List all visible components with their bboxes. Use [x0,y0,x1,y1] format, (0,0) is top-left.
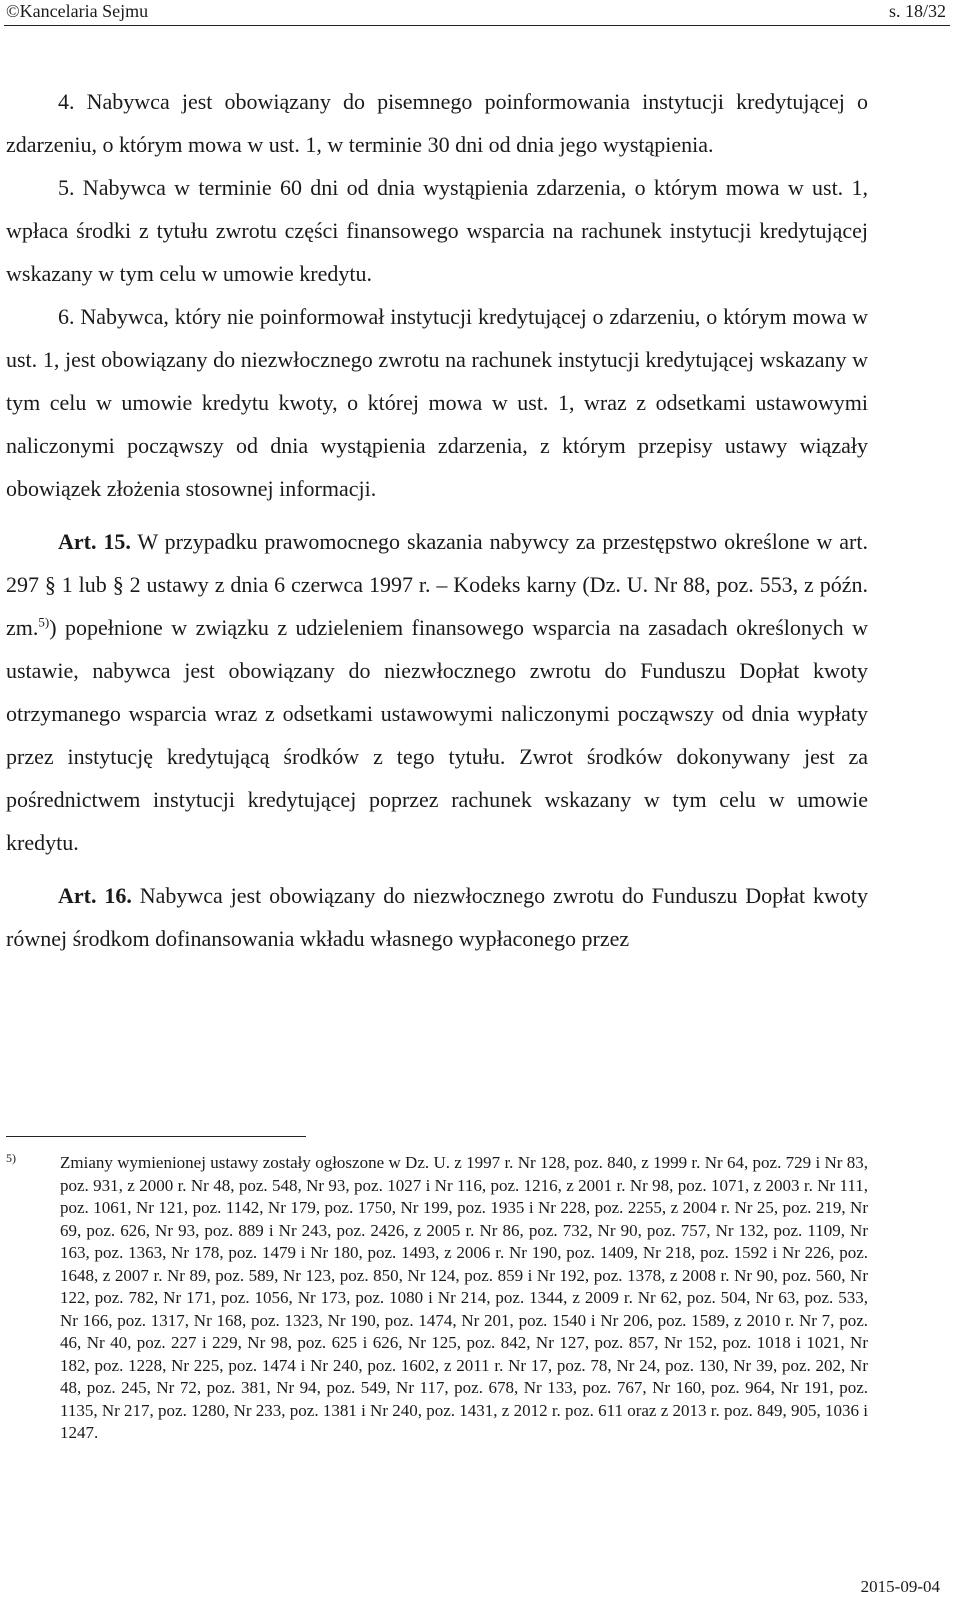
header-divider [4,25,950,26]
article-16 [6,874,868,960]
footnote [6,1152,868,1445]
article-16-label: Art. 16. [58,883,132,908]
header-publisher: ©Kancelaria Sejmu [6,1,149,21]
article-15-text-a: W przypadku prawomocnego skazania nabywcy za przestępstwo określone w art. 297 § 1 lub § 2 ustawy z dnia 6 czerwca 1997 r. – Kodeks karny (Dz. U. Nr 88, poz. 553, z późn. zm. [6,529,868,640]
article-15-label: Art. 15. [58,529,131,554]
article-15-text-b: ) popełnione w związku z udzieleniem finansowego wsparcia na zasadach określonych w ustawie, nabywca jest obowiązany do niezwłocznego zwrotu do Funduszu Dopłat kwoty otrzymanego wsparcia wraz z odsetkami ustawowymi naliczonymi począwszy od dnia wypłaty przez instytucję kredytującą środków z tego tytułu. Zwrot środków dokonywany jest za pośrednictwem instytucji kredytującej poprzez rachunek wskazany w tym celu w umowie kredytu. [6,615,868,855]
footnote-body: Zmiany wymienionej ustawy zostały ogłoszone w Dz. U. z 1997 r. Nr 128, poz. 840, z 1999 r. Nr 64, poz. 729 i Nr 83, poz. 931, z 2000 r. Nr 48, poz. 548, Nr 93, poz. 1027 i Nr 116, poz. 1216, z 2001 r. Nr 98, poz. 1071, z 2003 r. Nr 111, poz. 1061, Nr 121, poz. 1142, Nr 179, poz. 1750, Nr 199, poz. 1935 i Nr 228, poz. 2255, z 2004 r. Nr 25, poz. 219, Nr 69, poz. 626, Nr 93, poz. 889 i Nr 243, poz. 2426, z 2005 r. Nr 86, poz. 732, Nr 90, poz. 757, Nr 132, poz. 1109, Nr 163, poz. 1363, Nr 178, poz. 1479 i Nr 180, poz. 1493, z 2006 r. Nr 190, poz. 1409, Nr 218, poz. 1592 i Nr 226, poz. 1648, z 2007 r. Nr 89, poz. 589, Nr 123, poz. 850, Nr 124, poz. 859 i Nr 192, poz. 1378, z 2008 r. Nr 90, poz. 560, Nr 122, poz. 782, Nr 171, poz. 1056, Nr 173, poz. 1080 i Nr 214, poz. 1344, z 2009 r. Nr 62, poz. 504, Nr 63, poz. 533, Nr 166, poz. 1317, Nr 168, poz. 1323, Nr 190, poz. 1474, Nr 201, poz. 1540 i Nr 206, poz. 1589, z 2010 r. Nr 7, poz. 46, Nr 40, poz. 227 i 229, Nr 98, poz. 625 i 626, Nr 125, poz. 842, Nr 127, poz. 857, Nr 152, poz. 1018 i 1021, Nr 182, poz. 1228, Nr 225, poz. 1474 i Nr 240, poz. 1602, z 2011 r. Nr 17, poz. 78, Nr 24, poz. 130, Nr 39, poz. 202, Nr 48, poz. 245, Nr 72, poz. 381, Nr 94, poz. 549, Nr 117, poz. 678, Nr 133, poz. 767, Nr 160, poz. 964, Nr 191, poz. 1135, Nr 217, poz. 1280, Nr 233, poz. 1381 i Nr 240, poz. 1431, z 2012 r. poz. 611 oraz z 2013 r. poz. 849, 905, 1036 i 1247. [60,1153,869,1442]
article-16-text: Nabywca jest obowiązany do niezwłocznego zwrotu do Funduszu Dopłat kwoty równej środkom dofinansowania wkładu własnego wypłaconego przez [6,883,868,951]
paragraph-4: 4. Nabywca jest obowiązany do pisemnego poinformowania instytucji kredytującej o zdarzeniu, o którym mowa w ust. 1, w terminie 30 dni od dnia jego wystąpienia. [6,89,868,157]
paragraph-6: 6. Nabywca, który nie poinformował instytucji kredytującej o zdarzeniu, o którym mowa w ust. 1, jest obowiązany do niezwłocznego zwrotu na rachunek instytucji kredytującej wskazany w tym celu w umowie kredytu kwoty, o której mowa w ust. 1, wraz z odsetkami ustawowymi naliczonymi począwszy od dnia wystąpienia zdarzenia, z którym przepisy ustawy wiązały obowiązek złożenia stosownej informacji. [6,304,868,501]
footnote-divider [6,1136,306,1137]
paragraph-5: 5. Nabywca w terminie 60 dni od dnia wystąpienia zdarzenia, o którym mowa w ust. 1, wpłaca środki z tytułu zwrotu części finansowego wsparcia na rachunek instytucji kredytującej wskazany w tym celu w umowie kredytu. [6,175,868,286]
document-body [6,80,868,960]
page-header [6,0,946,22]
footnote-text [60,1152,868,1445]
header-page-number: s. 18/32 [888,1,946,21]
article-15 [6,520,868,864]
footnote-reference: 5) [38,614,50,630]
footnote-mark: 5) [6,1151,16,1165]
footer-date: 2015-09-04 [860,1577,940,1596]
